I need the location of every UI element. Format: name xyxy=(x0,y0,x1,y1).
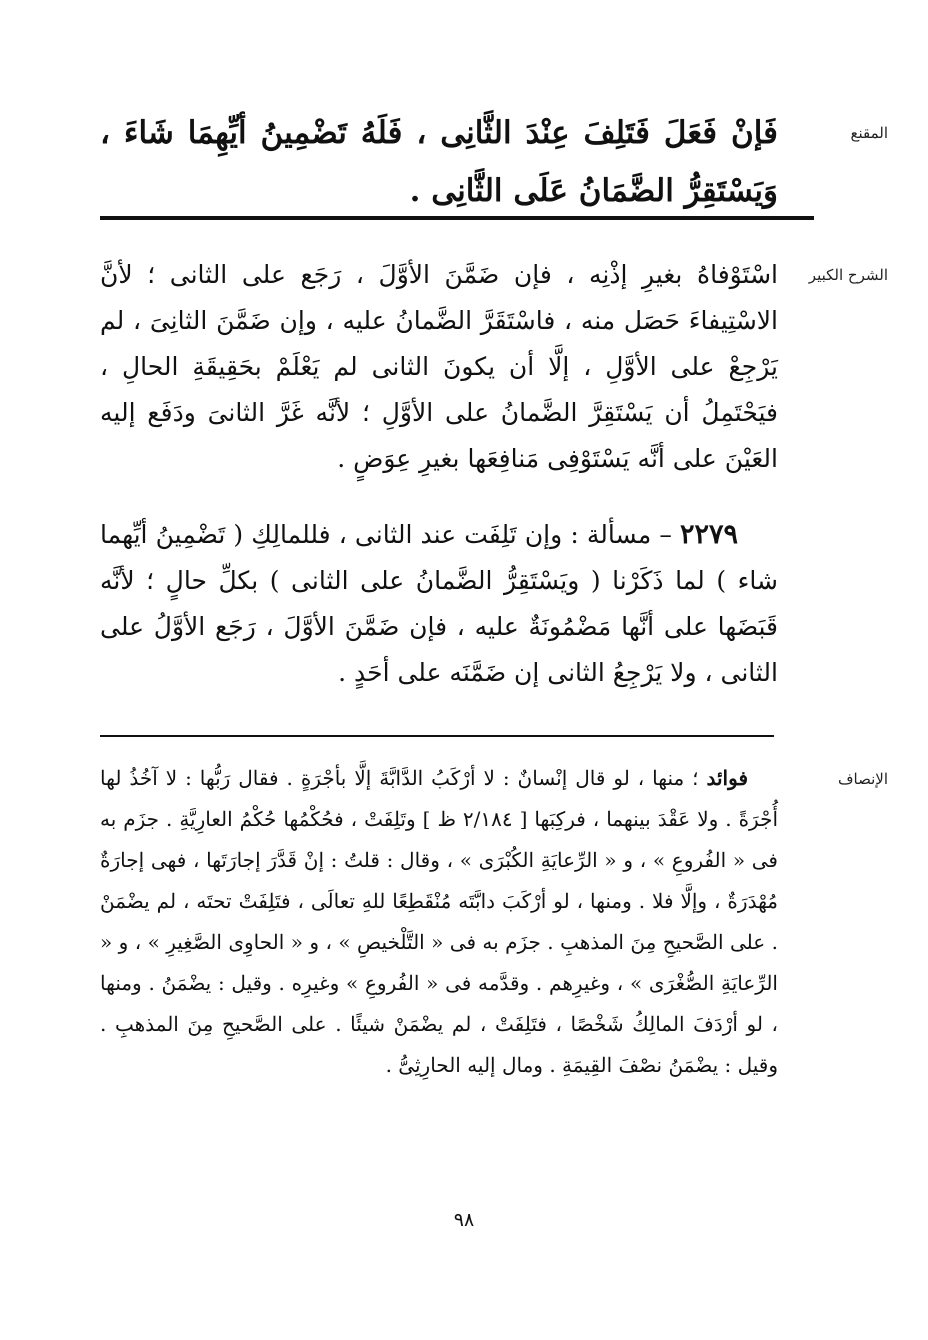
sharh-paragraph-2-text: – مسألة : وإن تَلِفَت عند الثانى ، فللمالِكِ ( تَضْمِينُ أيِّهما شاء ) لما ذَكَرْنا ( ويَسْتَقِرُّ الضَّمانُ على الثانى ) بكلِّ حالٍ ؛ لأنَّه قَبَضَها على أنَّها مَضْمُونَةٌ عليه ، فإن ضَمَّنَ الأوَّلَ ، رَجَع الأوَّلُ على الثانى ، ولا يَرْجِعُ الثانى إن ضَمَّنَه على أحَدٍ . xyxy=(100,520,778,687)
matn-text: فَإنْ فَعَلَ فَتَلِفَ عِنْدَ الثَّانِى ، فَلَهُ تَضْمِينُ أيِّهِمَا شَاءَ ، وَيَسْتَقِرُّ الضَّمَانُ عَلَى الثَّانِى . xyxy=(100,115,778,209)
insaf-label: الإنصاف xyxy=(837,770,888,788)
insaf-body: ؛ منها ، لو قال إنْسانٌ : لا أرْكَبُ الدَّابَّةَ إلَّا بأجْرَةٍ . فقال رَبُّها : لا آخُذُ لها أُجْرَةً . ولا عَقْدَ بينهما ، فركِبَها [ ٢/١٨٤ ظ ] وتَلِفَتْ ، فحُكْمُها حُكْمُ العارِيَّةِ . جزَم به فى « الفُروعِ » ، و « الرِّعايَةِ الكُبْرَى » ، وقال : قلتُ : إنْ قَدَّرَ إجارَتَها ، فهى إجارَةٌ مُهْدَرَةٌ ، وإلَّا فلا . ومنها ، لو أرْكَبَ دابَّتَه مُنْقَطِعًا للهِ تعالَى ، فتَلِفَتْ تحتَه ، لم يضْمَنْ . على الصَّحيحِ مِنَ المذهبِ . جزَم به فى « التَّلْخيصِ » ، و « الحاوِى الصَّغِيرِ » ، و « الرِّعايَةِ الصُّغْرَى » ، وغيرِهم . وقدَّمه فى « الفُروعِ » وغيرِه . وقيل : يضْمَنُ . ومنها ، لو أرْدَفَ المالِكُ شَخْصًا ، فتَلِفَتْ ، لم يضْمَنْ شيئًا . على الصَّحيحِ مِنَ المذهبِ . وقيل : يضْمَنُ نصْفَ القِيمَةِ . ومال إليه الحارِثِىُّ . xyxy=(100,766,778,1077)
matn-divider xyxy=(100,216,814,220)
sharh-paragraph-1: اسْتَوْفاهُ بغيرِ إذْنِه ، فإن ضَمَّنَ الأوَّلَ ، رَجَع على الثانى ؛ لأنَّ الاسْتِيفاءَ حَصَل منه ، فاسْتَقَرَّ الضَّمانُ عليه ، وإن ضَمَّنَ الثانِىَ ، لم يَرْجِعْ على الأوَّلِ ، إلَّا أن يكونَ الثانى لم يَعْلَمْ بحَقِيقَةِ الحالِ ، فيَحْتَمِلُ أن يَسْتَقِرَّ الضَّمانُ على الأوَّلِ ؛ لأنَّه غَرَّ الثانىَ ودَفَع إليه العَيْنَ على أنَّه يَسْتَوْفِى مَنافِعَها بغيرِ عِوَضٍ . xyxy=(100,260,778,473)
matn-label: المقنع xyxy=(850,124,888,142)
sharh-paragraph-2 xyxy=(100,512,778,696)
sharh-label: الشرح الكبير xyxy=(808,266,888,284)
sharh-section xyxy=(100,250,888,710)
insaf-lead: فوائد xyxy=(706,766,748,790)
matn-section xyxy=(100,104,888,216)
page-number: ٩٨ xyxy=(453,1209,475,1231)
insaf-section xyxy=(100,758,888,1158)
insaf-divider xyxy=(100,735,774,737)
insaf-text xyxy=(100,758,778,1086)
issue-number: ٢٢٧٩ xyxy=(679,519,738,550)
